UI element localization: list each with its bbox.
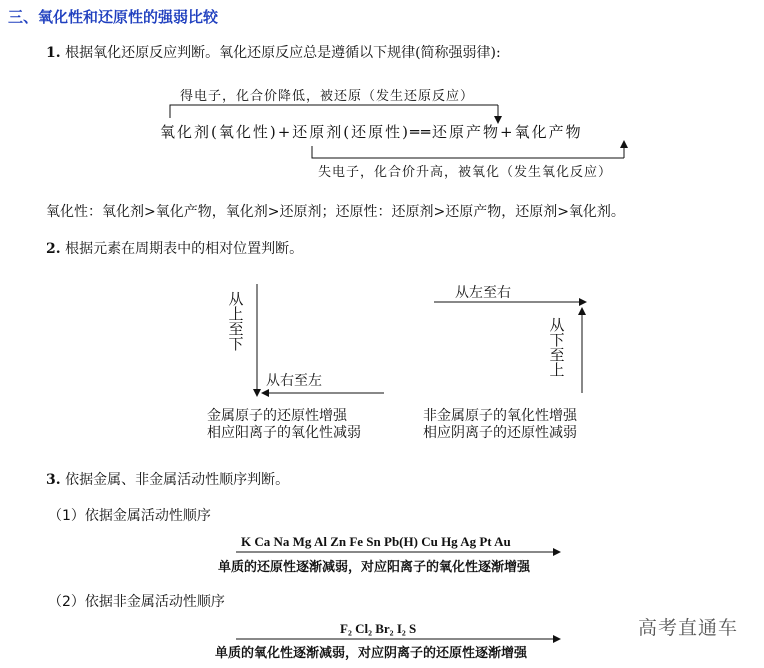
nonmetal-activity-series: F₂ Cl₂ Br₂ I₂ S [340,621,417,636]
anion-reducing-decrease: 相应阴离子的还原性减弱 [423,425,577,441]
item-1-number: 1. [46,45,61,61]
nonmetal-oxidizing-increase: 非金属原子的氧化性增强 [423,408,577,424]
cation-oxidizing-decrease: 相应阳离子的氧化性减弱 [207,425,361,441]
left-to-right-label: 从左至右 [455,285,511,301]
item-1-text: 根据氧化还原反应判断。氧化还原反应总是遵循以下规律(简称强弱律): [65,45,501,61]
watermark: 高考直通车 [637,617,738,639]
item-3-number: 3. [46,472,61,488]
redox-summary: 氧化性：氧化剂>氧化产物，氧化剂>还原剂；还原性：还原剂>还原产物，还原剂>氧化剂。 [46,204,625,220]
item-2-number: 2. [46,241,61,257]
lose-electron-note: 失电子，化合价升高，被氧化（发生氧化反应） [318,165,613,180]
right-to-left-label: 从右至左 [266,373,322,389]
item-2-text: 根据元素在周期表中的相对位置判断。 [65,241,304,257]
top-to-bottom-label: 从上至下 [228,290,244,353]
metal-activity-series: K Ca Na Mg Al Zn Fe Sn Pb(H) Cu Hg Ag Pt Au [241,534,511,549]
metal-reducing-increase: 金属原子的还原性增强 [207,408,347,424]
item-3-text: 依据金属、非金属活动性顺序判断。 [65,472,290,488]
metal-activity-label: （1）依据金属活动性顺序 [48,508,211,524]
metal-activity-caption: 单质的还原性逐渐减弱，对应阳离子的氧化性逐渐增强 [218,560,531,575]
section-title: 三、氧化性和还原性的强弱比较 [8,8,219,26]
nonmetal-activity-label: （2）依据非金属活动性顺序 [48,594,225,610]
gain-electron-bracket [170,105,498,123]
lose-electron-bracket [312,141,624,158]
gain-electron-note: 得电子，化合价降低，被还原（发生还原反应） [180,89,475,104]
nonmetal-activity-caption: 单质的氧化性逐渐减弱，对应阴离子的还原性逐渐增强 [215,646,528,661]
redox-equation: 氧化剂(氧化性)+还原剂(还原性)══还原产物+氧化产物 [160,123,583,141]
bottom-to-top-label: 从下至上 [549,316,565,379]
